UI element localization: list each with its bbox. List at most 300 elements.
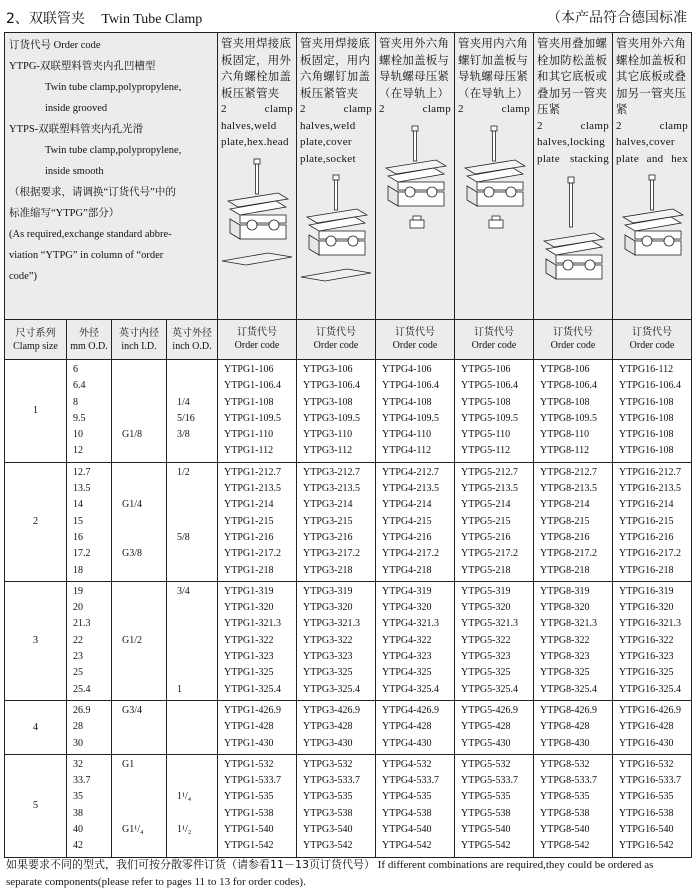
order-code-header: 订货代号 Order code: [297, 320, 376, 360]
table-cell: YTPG1-215: [224, 515, 274, 527]
table-cell: YTPG1-538: [224, 807, 274, 819]
table-cell: YTPG5-109.5: [461, 412, 518, 424]
table-cell: YTPG5-110: [461, 429, 511, 441]
table-cell: YTPG4-215: [382, 515, 432, 527]
table-cell: YTPG16-218: [619, 564, 674, 576]
stacking-bolt-assembly-icon: [534, 173, 612, 285]
table-cell: YTPG16-213.5: [619, 483, 681, 495]
table-cell: YTPG4-108: [382, 396, 432, 408]
table-cell: [173, 736, 217, 752]
table-cell: YTPG4-428: [382, 721, 432, 733]
table-cell: YTPG16-108: [619, 412, 674, 424]
order-code-list: [376, 360, 455, 463]
table-cell: 17.2: [73, 548, 91, 560]
table-cell: YTPG4-213.5: [382, 483, 439, 495]
table-cell: YTPG3-430: [303, 737, 353, 749]
table-cell: YTPG1-533.7: [224, 775, 281, 787]
id-inch-list: [112, 754, 167, 857]
table-cell: YTPG3-217.2: [303, 548, 360, 560]
table-cell: YTPG16-540: [619, 824, 674, 836]
table-cell: [118, 649, 166, 665]
table-cell: YTPG8-430: [540, 737, 590, 749]
table-cell: YTPG1-109.5: [224, 412, 281, 424]
table-cell: YTPG5-218: [461, 564, 511, 576]
od-inch-list: [167, 581, 218, 700]
table-cell: YTPG4-320: [382, 602, 432, 614]
order-code-header: 订货代号 Order code: [534, 320, 613, 360]
table-cell: YTPG4-216: [382, 531, 432, 543]
table-cell: 3/8: [177, 429, 190, 441]
table-cell: [118, 719, 166, 735]
table-cell: YTPG1-218: [224, 564, 274, 576]
table-cell: [173, 649, 217, 665]
table-cell: YTPG1-212.7: [224, 466, 281, 478]
table-cell: YTPG16-533.7: [619, 775, 681, 787]
order-code-list: [534, 754, 613, 857]
table-cell: 5/16: [177, 412, 195, 424]
table-cell: 3/4: [177, 585, 190, 597]
table-cell: G1/8: [122, 429, 142, 441]
order-code-list: [297, 462, 376, 581]
table-cell: YTPG5-323: [461, 651, 511, 663]
mounting-type-header-5: [534, 33, 613, 320]
table-cell: YTPG1-426.9: [224, 704, 281, 716]
table-cell: YTPG8-110: [540, 429, 590, 441]
table-cell: YTPG5-217.2: [461, 548, 518, 560]
rail-nut-socket-screw-assembly-icon: [455, 124, 533, 236]
table-cell: YTPG8-540: [540, 824, 590, 836]
table-cell: 5/8: [177, 531, 190, 543]
table-cell: YTPG4-542: [382, 840, 432, 852]
table-cell: YTPG5-426.9: [461, 704, 518, 716]
table-cell: YTPG5-212.7: [461, 466, 518, 478]
table-cell: YTPG3-325: [303, 667, 353, 679]
table-cell: 12.7: [73, 466, 91, 478]
table-cell: YTPG16-323: [619, 651, 674, 663]
table-cell: YTPG4-112: [382, 445, 432, 457]
cover-plate-hex-bolt-stack-icon: [613, 173, 691, 285]
order-code-list: [455, 754, 534, 857]
order-code-list: [218, 462, 297, 581]
table-cell: YTPG8-322: [540, 634, 590, 646]
table-cell: YTPG3-106: [303, 364, 353, 375]
mounting-type-en: 2 clamp halves,weld plate,cover plate,socket: [300, 103, 373, 165]
table-cell: YTPG3-213.5: [303, 483, 360, 495]
mounting-type-cn: 管夹用外六角螺栓加盖板和其它底板或叠加另一管夹压紧: [616, 36, 687, 116]
table-cell: YTPG5-430: [461, 737, 511, 749]
mounting-type-cn: 管夹用叠加螺栓加防松盖板和其它底板或叠加另一管夹压紧: [537, 36, 608, 116]
table-cell: YTPG1-214: [224, 499, 274, 511]
table-cell: YTPG4-533.7: [382, 775, 439, 787]
table-cell: YTPG8-213.5: [540, 483, 597, 495]
table-cell: 14: [73, 499, 83, 511]
table-cell: YTPG5-533.7: [461, 775, 518, 787]
table-cell: YTPG1-216: [224, 531, 274, 543]
table-cell: [118, 362, 166, 378]
order-code-list: [297, 754, 376, 857]
order-code-list: [534, 700, 613, 754]
table-cell: 8: [73, 396, 78, 408]
table-cell: [118, 616, 166, 632]
table-cell: 1¹/₄: [177, 791, 192, 803]
order-code-list: [218, 754, 297, 857]
section-title: [6, 8, 202, 28]
table-cell: YTPG3-109.5: [303, 412, 360, 424]
table-cell: [173, 514, 217, 530]
table-cell: 33.7: [73, 775, 91, 787]
table-cell: YTPG4-321.3: [382, 618, 439, 630]
table-cell: YTPG5-322: [461, 634, 511, 646]
table-cell: YTPG3-108: [303, 396, 353, 408]
od-inch-list: [167, 462, 218, 581]
table-cell: G1/2: [122, 634, 142, 646]
order-code-list: [376, 462, 455, 581]
table-cell: YTPG4-319: [382, 585, 432, 597]
table-cell: YTPG3-325.4: [303, 683, 360, 695]
table-cell: YTPG16-112: [619, 364, 674, 375]
table-cell: YTPG1-430: [224, 737, 274, 749]
order-code-list: [455, 700, 534, 754]
table-cell: YTPG8-214: [540, 499, 590, 511]
table-cell: YTPG8-542: [540, 840, 590, 852]
order-code-list: [613, 700, 692, 754]
mounting-type-header-6: [613, 33, 692, 320]
table-cell: YTPG5-106.4: [461, 380, 518, 392]
table-cell: YTPG4-325: [382, 667, 432, 679]
table-cell: YTPG16-108: [619, 445, 674, 457]
table-cell: [118, 465, 166, 481]
table-cell: YTPG1-428: [224, 721, 274, 733]
table-cell: YTPG16-426.9: [619, 704, 681, 716]
table-cell: YTPG8-325.4: [540, 683, 597, 695]
table-cell: YTPG8-319: [540, 585, 590, 597]
table-cell: YTPG3-215: [303, 515, 353, 527]
table-cell: YTPG8-535: [540, 791, 590, 803]
order-code-list: [218, 581, 297, 700]
order-code-list: [613, 581, 692, 700]
table-cell: [118, 563, 166, 579]
order-code-list: [218, 360, 297, 463]
table-cell: [173, 600, 217, 616]
od-mm-list: [67, 754, 112, 857]
table-cell: YTPG8-533.7: [540, 775, 597, 787]
table-cell: YTPG1-532: [224, 758, 274, 770]
rail-nut-hex-bolt-assembly-icon: [376, 124, 454, 236]
table-cell: YTPG5-542: [461, 840, 511, 852]
section-title-cn: 2、双联管夹: [6, 11, 85, 27]
table-cell: YTPG1-217.2: [224, 548, 281, 560]
table-cell: 38: [73, 807, 83, 819]
table-cell: 19: [73, 585, 83, 597]
table-cell: YTPG1-320: [224, 602, 274, 614]
table-cell: 6.4: [73, 380, 86, 392]
table-cell: YTPG1-325: [224, 667, 274, 679]
table-cell: YTPG5-532: [461, 758, 511, 770]
table-cell: YTPG4-217.2: [382, 548, 439, 560]
table-cell: YTPG16-215: [619, 515, 674, 527]
table-cell: [173, 806, 217, 822]
table-cell: [118, 806, 166, 822]
table-cell: 42: [73, 840, 83, 852]
table-cell: YTPG16-108: [619, 429, 674, 441]
order-code-list: [297, 581, 376, 700]
table-cell: YTPG5-213.5: [461, 483, 518, 495]
table-cell: YTPG1-321.3: [224, 618, 281, 630]
table-cell: YTPG16-542: [619, 840, 674, 852]
weld-plate-socket-screw-assembly-icon: [297, 173, 375, 285]
table-cell: YTPG8-538: [540, 807, 590, 819]
table-cell: YTPG4-214: [382, 499, 432, 511]
table-cell: YTPG8-325: [540, 667, 590, 679]
od-mm-list: [67, 700, 112, 754]
order-code-list: [613, 754, 692, 857]
order-code-list: [297, 700, 376, 754]
table-cell: YTPG4-430: [382, 737, 432, 749]
table-cell: YTPG16-212.7: [619, 466, 681, 478]
table-cell: 1: [177, 683, 182, 695]
table-cell: YTPG16-322: [619, 634, 674, 646]
table-cell: 20: [73, 602, 83, 614]
table-cell: G1/4: [122, 499, 142, 511]
table-cell: YTPG8-108: [540, 396, 590, 408]
table-cell: YTPG5-428: [461, 721, 511, 733]
table-cell: 25: [73, 667, 83, 679]
table-cell: G1¹/₄: [122, 824, 144, 836]
table-cell: [173, 616, 217, 632]
table-cell: YTPG16-214: [619, 499, 674, 511]
od-inch-header: 英寸外径 inch O.D.: [167, 320, 218, 360]
mounting-type-header-1: [218, 33, 297, 320]
table-cell: YTPG8-106: [540, 364, 590, 375]
order-code-description: 订货代号 Order code YTPG-双联塑料管夹内孔凹槽型 Twin tube clamp,polypropylene, inside grooved YTPS-双联塑料管夹内孔光滑 Twin tube clamp,polypropylene, inside smooth （根据要求，请调换“订货代号”中的 标准缩写“YTPG”部分） (As required,exchange standard abbre- viation “YTPG” in column of “order code”): [5, 33, 218, 320]
od-mm-list: [67, 360, 112, 463]
table-cell: YTPG16-325.4: [619, 683, 681, 695]
table-cell: 32: [73, 758, 83, 770]
table-cell: [118, 665, 166, 681]
table-cell: 40: [73, 824, 83, 836]
table-cell: [173, 443, 217, 459]
table-cell: [118, 514, 166, 530]
mounting-type-cn: 管夹用焊接底板固定，用内六角螺钉加盖板压紧管夹: [300, 36, 371, 100]
table-cell: [118, 600, 166, 616]
clamp-size-group: [5, 700, 692, 754]
table-cell: YTPG1-535: [224, 791, 274, 803]
clamp-size-value: 3: [5, 581, 67, 700]
table-cell: YTPG4-426.9: [382, 704, 439, 716]
mounting-type-header-4: [455, 33, 534, 320]
table-cell: YTPG3-112: [303, 445, 353, 457]
table-cell: YTPG5-535: [461, 791, 511, 803]
table-cell: YTPG16-532: [619, 758, 674, 770]
table-cell: [118, 584, 166, 600]
table-cell: [118, 530, 166, 546]
table-cell: YTPG16-538: [619, 807, 674, 819]
table-cell: YTPG4-538: [382, 807, 432, 819]
table-cell: [173, 665, 217, 681]
table-cell: YTPG4-212.7: [382, 466, 439, 478]
order-code-header: 订货代号 Order code: [376, 320, 455, 360]
table-cell: YTPG3-212.7: [303, 466, 360, 478]
table-cell: YTPG16-428: [619, 721, 674, 733]
table-cell: G3/4: [122, 704, 142, 716]
table-cell: 21.3: [73, 618, 91, 630]
table-cell: G3/8: [122, 548, 142, 560]
order-code-list: [455, 462, 534, 581]
table-cell: [173, 497, 217, 513]
table-cell: YTPG5-112: [461, 445, 511, 457]
clamp-size-value: 1: [5, 360, 67, 463]
mounting-type-header-3: [376, 33, 455, 320]
mounting-type-en: 2 clamp halves,weld plate,hex.head: [221, 103, 294, 148]
table-cell: YTPG1-213.5: [224, 483, 281, 495]
table-cell: YTPG16-106.4: [619, 380, 681, 392]
table-cell: YTPG3-323: [303, 651, 353, 663]
id-inch-list: [112, 581, 167, 700]
table-cell: YTPG1-540: [224, 824, 274, 836]
table-cell: YTPG3-321.3: [303, 618, 360, 630]
clamp-size-value: 2: [5, 462, 67, 581]
order-code-header: 订货代号 Order code: [455, 320, 534, 360]
table-cell: YTPG1-108: [224, 396, 274, 408]
table-cell: YTPG8-217.2: [540, 548, 597, 560]
table-cell: YTPG3-319: [303, 585, 353, 597]
table-cell: 1/4: [177, 396, 190, 408]
table-cell: [118, 789, 166, 805]
table-cell: 23: [73, 651, 83, 663]
table-cell: [118, 773, 166, 789]
table-cell: 28: [73, 721, 83, 733]
table-cell: [118, 838, 166, 854]
table-cell: YTPG5-319: [461, 585, 511, 597]
table-cell: YTPG8-215: [540, 515, 590, 527]
order-code-list: [455, 360, 534, 463]
table-cell: 16: [73, 531, 83, 543]
table-cell: YTPG4-540: [382, 824, 432, 836]
table-cell: YTPG3-218: [303, 564, 353, 576]
table-cell: YTPG16-325: [619, 667, 674, 679]
table-cell: YTPG5-325.4: [461, 683, 518, 695]
table-cell: YTPG1-106.4: [224, 380, 281, 392]
order-code-list: [613, 360, 692, 463]
mounting-type-en: 2 clamp: [458, 103, 531, 115]
mounting-type-en: 2 clamp: [379, 103, 452, 115]
table-cell: YTPG5-538: [461, 807, 511, 819]
mounting-type-cn: 管夹用焊接底板固定，用外六角螺栓加盖板压紧管夹: [221, 36, 292, 100]
table-cell: 18: [73, 564, 83, 576]
mounting-type-en: 2 clamp halves,cover plate and hex: [616, 119, 689, 165]
table-cell: YTPG4-532: [382, 758, 432, 770]
table-cell: [118, 682, 166, 698]
clamp-size-group: [5, 581, 692, 700]
od-inch-list: [167, 754, 218, 857]
table-cell: YTPG3-533.7: [303, 775, 360, 787]
table-cell: YTPG3-216: [303, 531, 353, 543]
order-code-list: [455, 581, 534, 700]
table-cell: [173, 757, 217, 773]
table-cell: YTPG1-112: [224, 445, 274, 457]
footnote: 如果要求不同的型式，我们可按分散零件订货（请参看11－13页订货代号） If different combinations are required,they could be ordered as separate components(please refer to pages 11 to 13 for order codes).: [6, 858, 654, 888]
mounting-type-header-2: [297, 33, 376, 320]
table-cell: YTPG5-216: [461, 531, 511, 543]
table-cell: 30: [73, 737, 83, 749]
table-cell: 1¹/₂: [177, 824, 192, 836]
od-mm-header: 外径 mm O.D.: [67, 320, 112, 360]
table-cell: YTPG16-321.3: [619, 618, 681, 630]
table-cell: 13.5: [73, 483, 91, 495]
mounting-type-cn: 管夹用内六角螺钉加盖板与导轨螺母压紧（在导轨上）: [458, 36, 529, 100]
table-cell: YTPG8-426.9: [540, 704, 597, 716]
table-cell: YTPG16-216: [619, 531, 674, 543]
table-cell: YTPG8-212.7: [540, 466, 597, 478]
table-cell: 9.5: [73, 412, 86, 424]
table-cell: YTPG8-216: [540, 531, 590, 543]
id-inch-list: [112, 700, 167, 754]
table-cell: 26.9: [73, 704, 91, 716]
table-cell: [173, 703, 217, 719]
table-cell: YTPG4-325.4: [382, 683, 439, 695]
mounting-type-cn: 管夹用外六角螺栓加盖板与导轨螺母压紧（在导轨上）: [379, 36, 450, 100]
standard-note: （本产品符合德国标准: [547, 10, 687, 26]
table-cell: YTPG5-325: [461, 667, 511, 679]
table-cell: 12: [73, 445, 83, 457]
order-code-list: [376, 754, 455, 857]
table-cell: YTPG3-535: [303, 791, 353, 803]
clamp-size-header: 尺寸系列 Clamp size: [5, 320, 67, 360]
clamp-size-value: 5: [5, 754, 67, 857]
table-cell: YTPG8-323: [540, 651, 590, 663]
table-cell: YTPG3-214: [303, 499, 353, 511]
table-cell: YTPG3-428: [303, 721, 353, 733]
table-cell: [173, 481, 217, 497]
table-cell: YTPG1-322: [224, 634, 274, 646]
table-cell: YTPG3-106.4: [303, 380, 360, 392]
table-cell: YTPG4-218: [382, 564, 432, 576]
table-cell: YTPG16-320: [619, 602, 674, 614]
table-cell: YTPG3-426.9: [303, 704, 360, 716]
table-cell: YTPG16-319: [619, 585, 674, 597]
table-cell: [173, 838, 217, 854]
order-code-list: [534, 581, 613, 700]
table-cell: YTPG5-106: [461, 364, 511, 375]
table-cell: YTPG8-321.3: [540, 618, 597, 630]
table-cell: YTPG5-214: [461, 499, 511, 511]
table-cell: YTPG8-320: [540, 602, 590, 614]
clamp-size-group: [5, 462, 692, 581]
od-inch-list: [167, 360, 218, 463]
table-cell: [173, 773, 217, 789]
table-cell: YTPG5-108: [461, 396, 511, 408]
od-mm-list: [67, 462, 112, 581]
id-inch-list: [112, 360, 167, 463]
table-cell: YTPG16-535: [619, 791, 674, 803]
table-cell: YTPG3-322: [303, 634, 353, 646]
clamp-size-group: [5, 754, 692, 857]
table-cell: YTPG3-110: [303, 429, 353, 441]
order-code-list: [376, 700, 455, 754]
order-code-list: [534, 462, 613, 581]
table-cell: YTPG1-110: [224, 429, 274, 441]
table-cell: YTPG16-217.2: [619, 548, 681, 560]
id-inch-list: [112, 462, 167, 581]
table-cell: [118, 395, 166, 411]
od-inch-list: [167, 700, 218, 754]
table-cell: YTPG4-110: [382, 429, 432, 441]
table-cell: [173, 719, 217, 735]
table-cell: YTPG3-540: [303, 824, 353, 836]
table-cell: YTPG3-320: [303, 602, 353, 614]
table-cell: YTPG1-319: [224, 585, 274, 597]
table-cell: YTPG4-323: [382, 651, 432, 663]
